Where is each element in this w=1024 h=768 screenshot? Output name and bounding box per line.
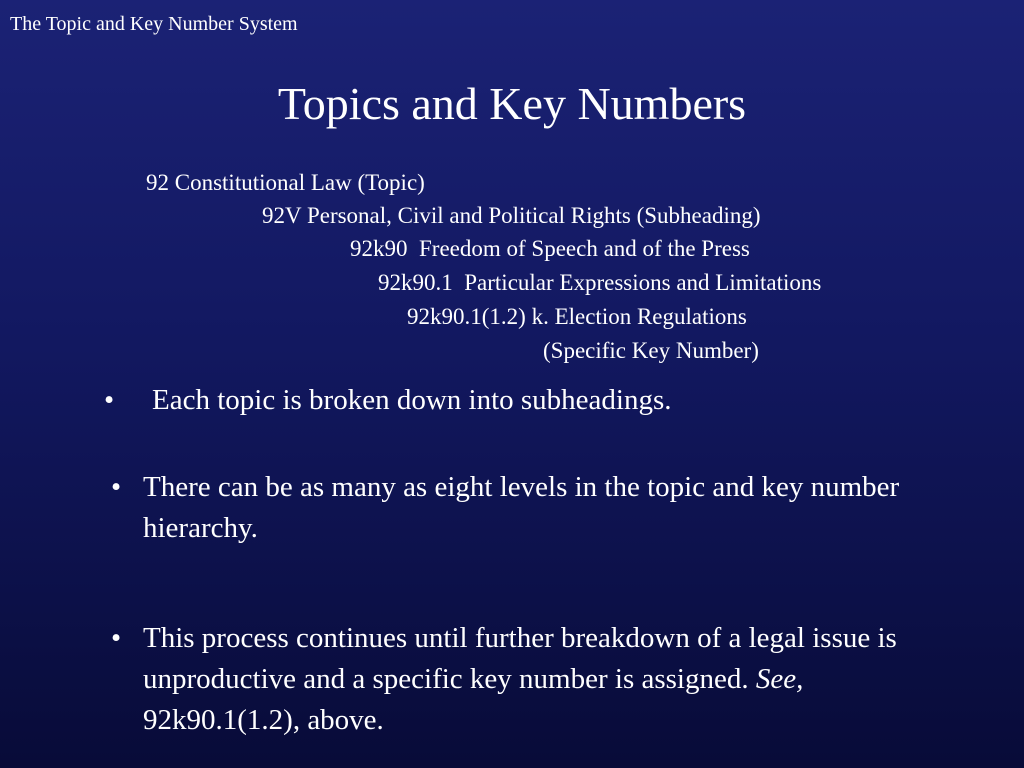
bullet-text: There can be as many as eight levels in the topic and key number hierarchy. — [143, 471, 900, 544]
bullet-text-end: 92k90.1(1.2), above. — [143, 704, 384, 736]
bullet-icon: • — [104, 384, 115, 416]
bullet-text — [143, 618, 943, 741]
hierarchy-sub-key-number: 92k90.1 Particular Expressions and Limitations — [378, 270, 822, 295]
hierarchy-subheading: 92V Personal, Civil and Political Rights (Subheading) — [262, 203, 761, 228]
hierarchy-specific-key-note: (Specific Key Number) — [543, 338, 759, 363]
bullet-text-main: This process continues until further breakdown of a legal issue is unproductive and a specific key number is assigned. — [143, 622, 897, 695]
bullet-icon: • — [111, 622, 122, 654]
slide-title: Topics and Key Numbers — [277, 78, 747, 129]
bullet-text: Each topic is broken down into subheadings. — [152, 384, 672, 416]
hierarchy-topic: 92 Constitutional Law (Topic) — [146, 170, 425, 195]
bullet-text-italic: See, — [755, 663, 804, 695]
bullet-icon: • — [111, 471, 122, 503]
slide-header-label: The Topic and Key Number System — [10, 13, 298, 35]
hierarchy-key-number: 92k90 Freedom of Speech and of the Press — [350, 236, 750, 261]
hierarchy-specific-key-number: 92k90.1(1.2) k. Election Regulations — [407, 304, 747, 329]
